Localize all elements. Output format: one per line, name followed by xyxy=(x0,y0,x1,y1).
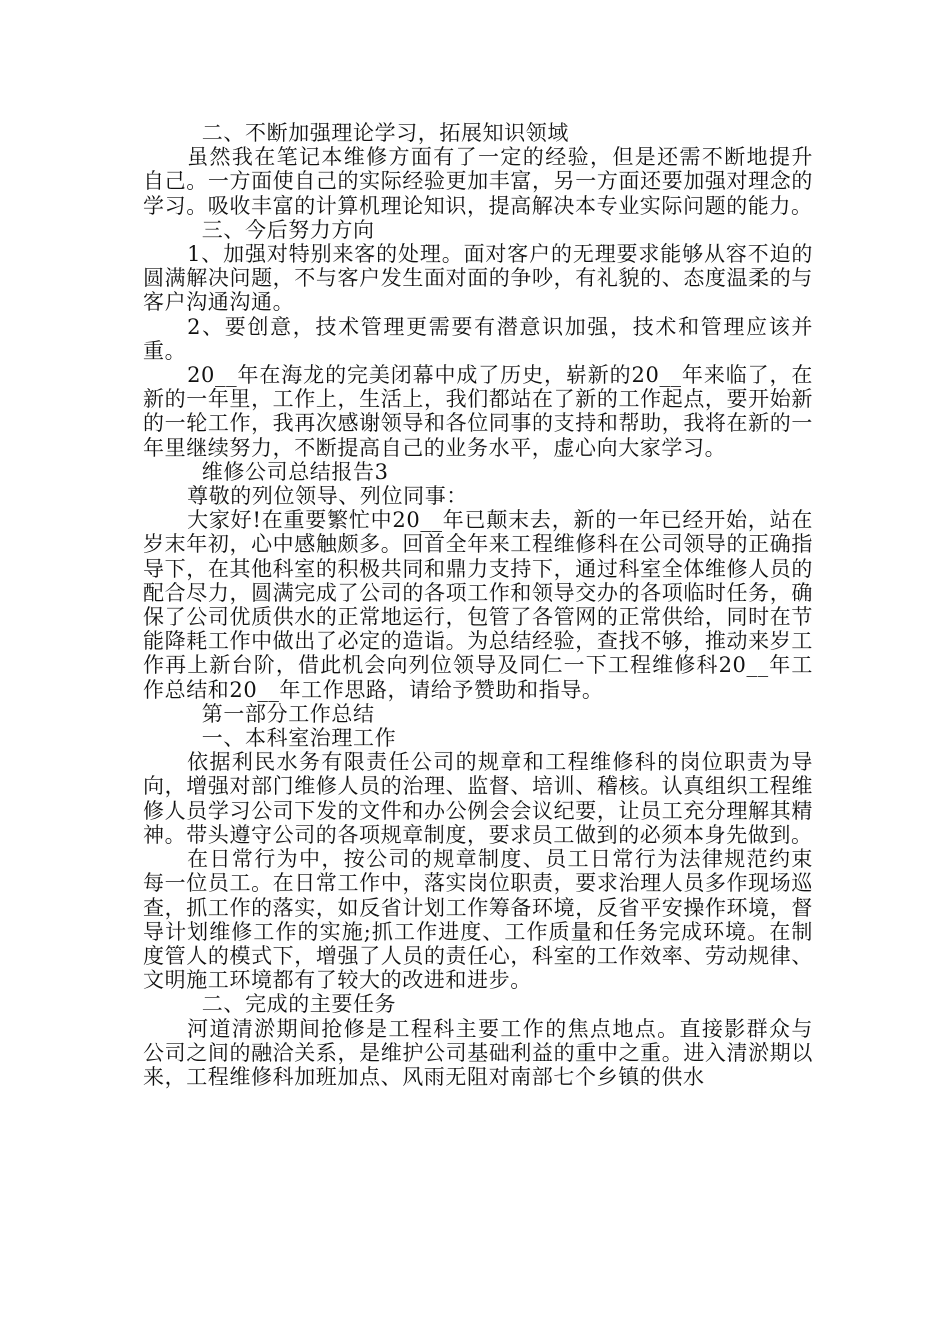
section-heading: 三、今后努力方向 xyxy=(201,217,375,242)
body-paragraph: 大家好!在重要繁忙中20__年已颠末去，新的一年已经开始，站在岁末年初，心中感触颇多。回首全年来工程维修科在公司领导的正确指导下，在其他科室的积极共同和鼎力支持下，通过科室全体维修人员的配合尽力，圆满完成了公司的各项工作和领导交办的各项临时任务，确保了公司优质供水的正常地运行，包管了各管网的正常供给，同时在节能降耗工作中做出了必定的造诣。为总结经验，查找不够，推动来岁工作再上新台阶，借此机会向列位领导及同仁一下工程维修科20__年工作总结和20__年工作思路，请给予赞助和指导。 xyxy=(143,508,813,702)
body-paragraph: 在日常行为中，按公司的规章制度、员工日常行为法律规范约束每一位员工。在日常工作中，落实岗位职责，要求治理人员多作现场巡查，抓工作的落实，如反省计划工作筹备环境，反省平安操作环境，督导计划维修工作的实施;抓工作进度、工作质量和任务完成环境。在制度管人的模式下，增强了人员的责任心，科室的工作效率、劳动规律、文明施工环境都有了较大的改进和进步。 xyxy=(143,847,813,993)
body-paragraph: 20__年在海龙的完美闭幕中成了历史，崭新的20__年来临了，在新的一年里，工作上，生活上，我们都站在了新的工作起点，要开始新的一轮工作，我再次感谢领导和各位同事的支持和帮助，我将在新的一年里继续努力，不断提高自己的业务水平，虚心向大家学习。 xyxy=(143,363,813,460)
body-paragraph: 2、要创意，技术管理更需要有潜意识加强，技术和管理应该并重。 xyxy=(143,314,813,363)
body-paragraph: 河道清淤期间抢修是工程科主要工作的焦点地点。直接影群众与公司之间的融洽关系，是维护公司基础利益的重中之重。进入清淤期以来，工程维修科加班加点、风雨无阻对南部七个乡镇的供水 xyxy=(143,1016,813,1089)
section-heading: 二、完成的主要任务 xyxy=(201,992,397,1017)
body-paragraph: 1、加强对特别来客的处理。面对客户的无理要求能够从容不迫的圆满解决问题，不与客户发生面对面的争吵，有礼貌的、态度温柔的与客户沟通沟通。 xyxy=(143,242,813,315)
section-heading: 二、不断加强理论学习，拓展知识领域 xyxy=(201,121,569,145)
section-heading: 一、本科室治理工作 xyxy=(201,726,397,751)
salutation: 尊敬的列位领导、列位同事： xyxy=(187,484,468,509)
body-paragraph: 虽然我在笔记本维修方面有了一定的经验，但是还需不断地提升自己。一方面使自己的实际经验更加丰富，另一方面还要加强对理念的学习。吸收丰富的计算机理论知识，提高解决本专业实际问题的能力。 xyxy=(143,145,813,218)
body-paragraph: 依据利民水务有限责任公司的规章和工程维修科的岗位职责为导向，增强对部门维修人员的治理、监督、培训、稽核。认真组织工程维修人员学习公司下发的文件和办公例会会议纪要，让员工充分理解其精神。带头遵守公司的各项规章制度，要求员工做到的必须本身先做到。 xyxy=(143,750,813,847)
report-title: 维修公司总结报告3 xyxy=(201,459,389,484)
section-heading: 第一部分工作总结 xyxy=(201,701,375,726)
document-body xyxy=(143,121,813,1089)
